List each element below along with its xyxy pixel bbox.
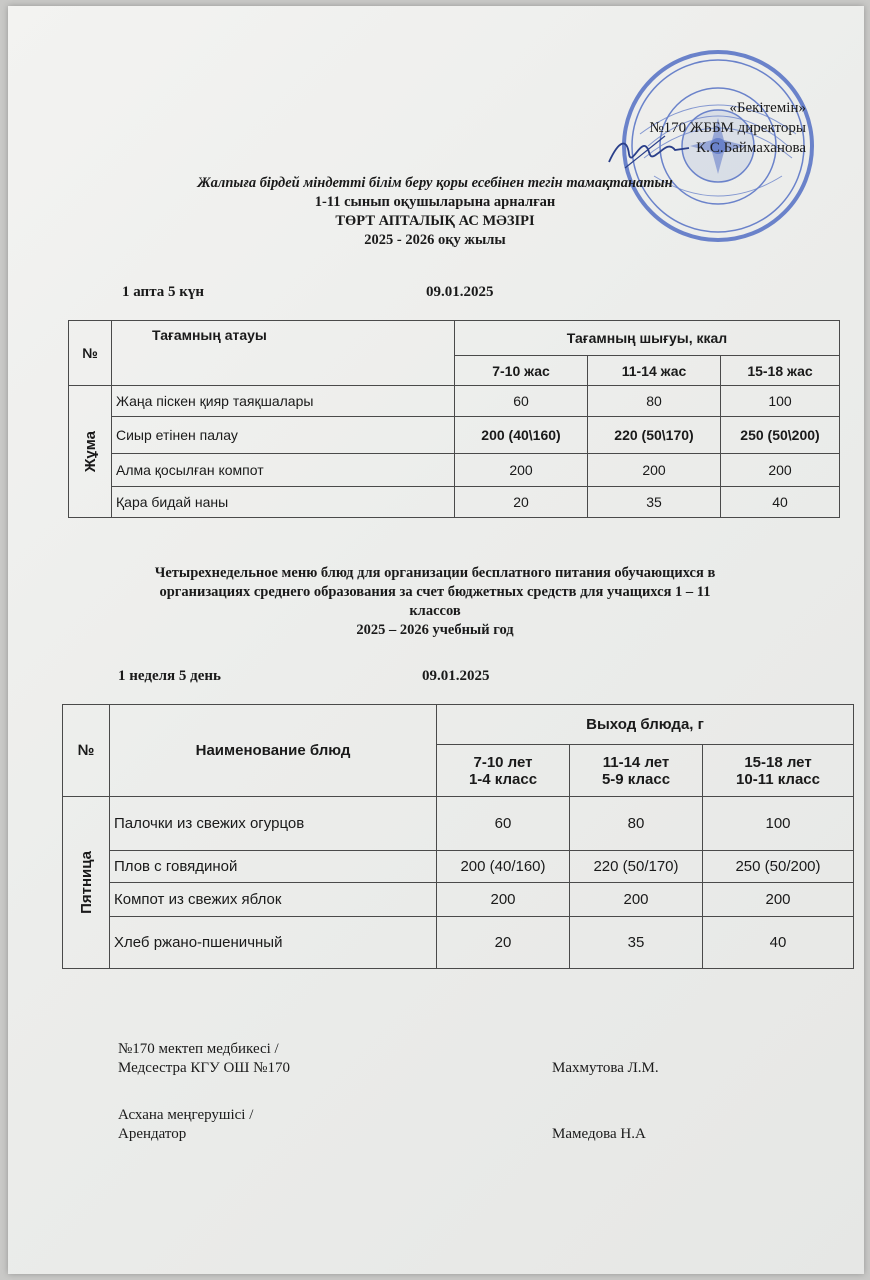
kz-age-1: 7-10 жас xyxy=(455,356,588,386)
kz-week-label: 1 апта 5 күн xyxy=(122,284,205,300)
approval-heading: «Бекітемін» xyxy=(729,100,806,116)
dish-name: Алма қосылған компот xyxy=(112,454,455,487)
kz-age-3: 15-18 жас xyxy=(721,356,840,386)
kcal-value: 250 (50\200) xyxy=(721,417,840,454)
nurse-position xyxy=(118,1040,290,1078)
kz-col-number: № xyxy=(69,321,112,386)
dish-name: Плов с говядиной xyxy=(110,851,437,883)
kz-day-label: Жұма xyxy=(81,430,99,473)
kcal-value: 100 xyxy=(721,386,840,417)
kz-col-name: Тағамның атауы xyxy=(112,321,455,386)
dish-name: Сиыр етінен палау xyxy=(112,417,455,454)
ru-title-line3: классов xyxy=(409,603,461,619)
kcal-value: 20 xyxy=(455,487,588,518)
ru-age-1 xyxy=(437,745,570,797)
table-row xyxy=(63,851,854,883)
kz-title-line1: Жалпыға бірдей міндетті білім беру қоры есебінен тегін тамақтанатын xyxy=(197,175,673,191)
table-row xyxy=(69,386,840,417)
ru-title-line2: организациях среднего образования за счет бюджетных средств для учащихся 1 – 11 xyxy=(159,584,711,600)
approval-position: №170 ЖББМ директоры xyxy=(649,120,806,136)
ru-col-number: № xyxy=(63,705,110,797)
kcal-value: 200 (40\160) xyxy=(455,417,588,454)
weight-value: 20 xyxy=(437,917,570,969)
ru-age-2-years: 11-14 лет xyxy=(602,753,670,771)
kcal-value: 80 xyxy=(588,386,721,417)
weight-value: 35 xyxy=(570,917,703,969)
ru-day-cell xyxy=(63,797,110,969)
kz-menu-table xyxy=(68,320,840,518)
ru-date: 09.01.2025 xyxy=(422,668,490,684)
weight-value: 40 xyxy=(703,917,854,969)
table-row xyxy=(63,917,854,969)
kcal-value: 40 xyxy=(721,487,840,518)
canteen-name: Мамедова Н.А xyxy=(552,1126,646,1142)
weight-value: 200 xyxy=(703,883,854,917)
approval-director-name: К.С.Баймаханова xyxy=(696,140,806,156)
ru-col-name: Наименование блюд xyxy=(110,705,437,797)
weight-value: 80 xyxy=(570,797,703,851)
ru-week-label: 1 неделя 5 день xyxy=(118,668,221,684)
ru-age-2-grade: 5-9 класс xyxy=(601,770,671,788)
kz-age-2: 11-14 жас xyxy=(588,356,721,386)
weight-value: 220 (50/170) xyxy=(570,851,703,883)
table-row xyxy=(69,454,840,487)
kcal-value: 35 xyxy=(588,487,721,518)
kz-day-cell xyxy=(69,386,112,518)
kcal-value: 200 xyxy=(588,454,721,487)
ru-age-1-years: 7-10 лет xyxy=(473,753,533,771)
table-row xyxy=(69,487,840,518)
ru-age-2 xyxy=(570,745,703,797)
kcal-value: 200 xyxy=(721,454,840,487)
ru-day-label: Пятница xyxy=(77,851,95,914)
ru-title-line4: 2025 – 2026 учебный год xyxy=(356,622,514,638)
ru-title-line1: Четырехнедельное меню блюд для организации бесплатного питания обучающихся в xyxy=(154,565,716,581)
ru-col-output: Выход блюда, г xyxy=(437,705,854,745)
kcal-value: 200 xyxy=(455,454,588,487)
kz-title-line2: 1-11 сынып оқушыларына арналған xyxy=(314,194,556,210)
document-page xyxy=(8,6,864,1274)
dish-name: Палочки из свежих огурцов xyxy=(110,797,437,851)
ru-age-1-grade: 1-4 класс xyxy=(468,770,538,788)
ru-menu-table xyxy=(62,704,854,969)
dish-name: Қара бидай наны xyxy=(112,487,455,518)
canteen-position xyxy=(118,1106,253,1144)
ru-age-3 xyxy=(703,745,854,797)
weight-value: 60 xyxy=(437,797,570,851)
ru-age-3-grade: 10-11 класс xyxy=(736,770,820,788)
dish-name: Компот из свежих яблок xyxy=(110,883,437,917)
kcal-value: 60 xyxy=(455,386,588,417)
table-row xyxy=(69,417,840,454)
ru-age-3-years: 15-18 лет xyxy=(744,753,812,771)
table-row xyxy=(63,883,854,917)
dish-name: Жаңа піскен қияр таяқшалары xyxy=(112,386,455,417)
nurse-position-ru: Медсестра КГУ ОШ №170 xyxy=(118,1060,290,1076)
weight-value: 100 xyxy=(703,797,854,851)
weight-value: 200 xyxy=(437,883,570,917)
director-signature xyxy=(605,132,695,172)
canteen-position-ru: Арендатор xyxy=(118,1126,187,1142)
kz-title-line4: 2025 - 2026 оқу жылы xyxy=(364,232,506,248)
dish-name: Хлеб ржано-пшеничный xyxy=(110,917,437,969)
kz-col-output: Тағамның шығуы, ккал xyxy=(455,321,840,356)
nurse-position-kz: №170 мектеп медбикесі / xyxy=(118,1041,279,1057)
kz-date: 09.01.2025 xyxy=(426,284,494,300)
nurse-name: Махмутова Л.М. xyxy=(552,1060,659,1076)
kcal-value: 220 (50\170) xyxy=(588,417,721,454)
ru-title xyxy=(8,564,864,640)
weight-value: 200 (40/160) xyxy=(437,851,570,883)
weight-value: 250 (50/200) xyxy=(703,851,854,883)
table-row xyxy=(63,797,854,851)
canteen-position-kz: Асхана меңгерушісі / xyxy=(118,1107,254,1123)
weight-value: 200 xyxy=(570,883,703,917)
kz-title-line3: ТӨРТ АПТАЛЫҚ АС МӘЗІРІ xyxy=(335,213,535,229)
kz-title xyxy=(8,174,864,250)
